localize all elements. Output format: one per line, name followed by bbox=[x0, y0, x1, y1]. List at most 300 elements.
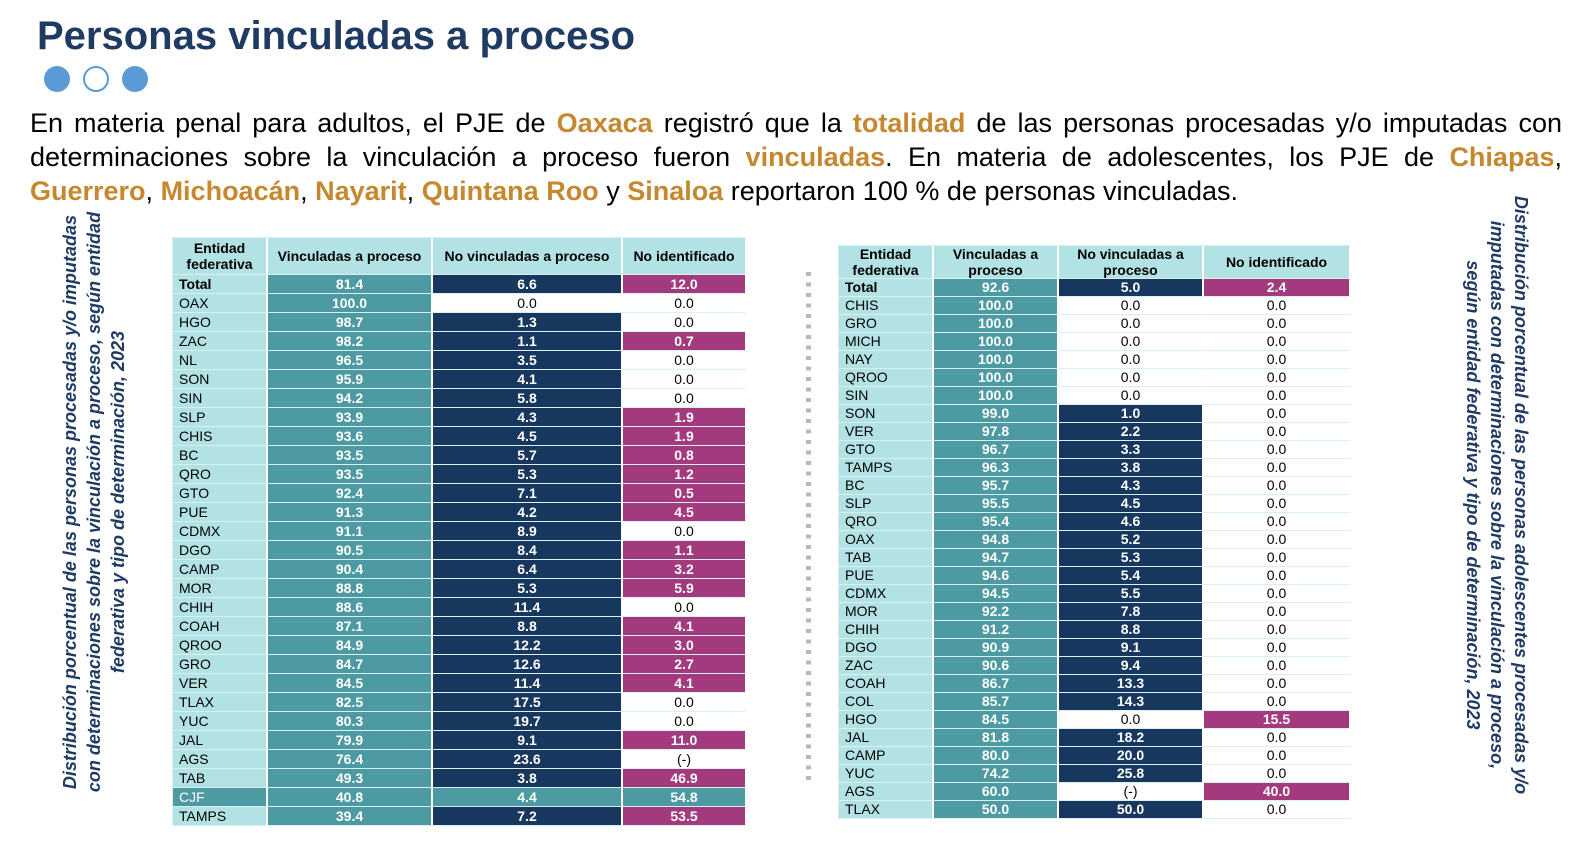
value-cell: 2.2 bbox=[1059, 423, 1204, 441]
value-cell: 0.0 bbox=[1204, 801, 1351, 819]
column-header: No identificado bbox=[623, 238, 747, 275]
table-row bbox=[839, 333, 1351, 351]
value-cell: 2.4 bbox=[1204, 279, 1351, 297]
highlighted-term: Michoacán bbox=[160, 176, 301, 206]
table-row bbox=[173, 351, 747, 370]
dot-filled-icon bbox=[122, 66, 148, 92]
value-cell: 5.0 bbox=[1059, 279, 1204, 297]
table-row bbox=[839, 477, 1351, 495]
table-row bbox=[173, 636, 747, 655]
value-cell: 0.0 bbox=[1204, 765, 1351, 783]
value-cell: 95.5 bbox=[934, 495, 1059, 513]
entity-cell: QRO bbox=[839, 513, 934, 531]
table-row bbox=[173, 712, 747, 731]
value-cell: 0.0 bbox=[1204, 477, 1351, 495]
entity-cell: Total bbox=[839, 279, 934, 297]
value-cell: 5.3 bbox=[1059, 549, 1204, 567]
value-cell: 54.8 bbox=[623, 788, 747, 807]
table-row bbox=[173, 579, 747, 598]
entity-cell: DGO bbox=[839, 639, 934, 657]
table-row bbox=[173, 275, 747, 294]
entity-cell: CHIS bbox=[839, 297, 934, 315]
entity-cell: OAX bbox=[839, 531, 934, 549]
table-row bbox=[173, 731, 747, 750]
table-row bbox=[173, 389, 747, 408]
value-cell: 87.1 bbox=[268, 617, 433, 636]
value-cell: 0.0 bbox=[1204, 639, 1351, 657]
value-cell: 0.0 bbox=[623, 389, 747, 408]
highlighted-term: Nayarit bbox=[315, 176, 407, 206]
intro-text: de las personas procesadas y/o imputadas con determinaciones sobre la vinculación a proceso fueron bbox=[30, 108, 1562, 172]
value-cell: 86.7 bbox=[934, 675, 1059, 693]
table-row bbox=[839, 297, 1351, 315]
value-cell: 0.0 bbox=[623, 598, 747, 617]
table-row bbox=[173, 522, 747, 541]
value-cell: 3.0 bbox=[623, 636, 747, 655]
table-row bbox=[173, 693, 747, 712]
table-row bbox=[839, 567, 1351, 585]
value-cell: 4.2 bbox=[433, 503, 623, 522]
entity-cell: OAX bbox=[173, 294, 268, 313]
value-cell: 88.6 bbox=[268, 598, 433, 617]
entity-cell: DGO bbox=[173, 541, 268, 560]
value-cell: 7.1 bbox=[433, 484, 623, 503]
header-row bbox=[839, 246, 1351, 279]
value-cell: 1.1 bbox=[623, 541, 747, 560]
value-cell: 96.5 bbox=[268, 351, 433, 370]
highlighted-term: Guerrero bbox=[30, 176, 146, 206]
intro-text: , bbox=[300, 176, 316, 206]
value-cell: 8.8 bbox=[1059, 621, 1204, 639]
value-cell: 12.0 bbox=[623, 275, 747, 294]
value-cell: 0.0 bbox=[1059, 387, 1204, 405]
entity-cell: CJF bbox=[173, 788, 268, 807]
value-cell: 88.8 bbox=[268, 579, 433, 598]
table-row bbox=[173, 674, 747, 693]
table-row bbox=[173, 427, 747, 446]
value-cell: 4.4 bbox=[433, 788, 623, 807]
value-cell: 50.0 bbox=[1059, 801, 1204, 819]
table-row bbox=[839, 747, 1351, 765]
adults-table-body bbox=[173, 275, 747, 826]
value-cell: 0.0 bbox=[1204, 315, 1351, 333]
table-row bbox=[839, 387, 1351, 405]
adults-table bbox=[172, 237, 747, 826]
value-cell: 7.8 bbox=[1059, 603, 1204, 621]
entity-cell: HGO bbox=[173, 313, 268, 332]
value-cell: 0.0 bbox=[1204, 405, 1351, 423]
value-cell: 0.0 bbox=[1204, 441, 1351, 459]
value-cell: 76.4 bbox=[268, 750, 433, 769]
value-cell: 11.0 bbox=[623, 731, 747, 750]
value-cell: 0.7 bbox=[623, 332, 747, 351]
value-cell: 8.8 bbox=[433, 617, 623, 636]
value-cell: 19.7 bbox=[433, 712, 623, 731]
value-cell: 94.8 bbox=[934, 531, 1059, 549]
dot-outline-icon bbox=[83, 66, 109, 92]
entity-cell: SON bbox=[839, 405, 934, 423]
entity-cell: JAL bbox=[173, 731, 268, 750]
value-cell: 49.3 bbox=[268, 769, 433, 788]
value-cell: 0.0 bbox=[1204, 423, 1351, 441]
value-cell: 50.0 bbox=[934, 801, 1059, 819]
value-cell: 14.3 bbox=[1059, 693, 1204, 711]
value-cell: 95.7 bbox=[934, 477, 1059, 495]
table-row bbox=[173, 560, 747, 579]
value-cell: 1.2 bbox=[623, 465, 747, 484]
entity-cell: CDMX bbox=[839, 585, 934, 603]
value-cell: 0.0 bbox=[1204, 297, 1351, 315]
value-cell: 4.1 bbox=[433, 370, 623, 389]
entity-cell: ZAC bbox=[173, 332, 268, 351]
entity-cell: NAY bbox=[839, 351, 934, 369]
table-row bbox=[173, 617, 747, 636]
table-row bbox=[839, 639, 1351, 657]
value-cell: 0.0 bbox=[623, 693, 747, 712]
table-row bbox=[839, 549, 1351, 567]
entity-cell: JAL bbox=[839, 729, 934, 747]
table-row bbox=[839, 693, 1351, 711]
value-cell: 60.0 bbox=[934, 783, 1059, 801]
value-cell: 13.3 bbox=[1059, 675, 1204, 693]
value-cell: 90.4 bbox=[268, 560, 433, 579]
adults-table-header bbox=[173, 238, 747, 275]
value-cell: 90.9 bbox=[934, 639, 1059, 657]
value-cell: 3.8 bbox=[1059, 459, 1204, 477]
entity-cell: VER bbox=[173, 674, 268, 693]
value-cell: 0.0 bbox=[1059, 315, 1204, 333]
entity-cell: MICH bbox=[839, 333, 934, 351]
table-row bbox=[839, 513, 1351, 531]
value-cell: 7.2 bbox=[433, 807, 623, 826]
value-cell: 0.0 bbox=[1204, 747, 1351, 765]
value-cell: 0.0 bbox=[623, 313, 747, 332]
value-cell: 1.3 bbox=[433, 313, 623, 332]
entity-cell: CHIH bbox=[173, 598, 268, 617]
entity-cell: BC bbox=[839, 477, 934, 495]
table-row bbox=[839, 315, 1351, 333]
dot-filled-icon bbox=[44, 66, 70, 92]
table-row bbox=[173, 446, 747, 465]
value-cell: 12.6 bbox=[433, 655, 623, 674]
value-cell: 5.5 bbox=[1059, 585, 1204, 603]
value-cell: 4.3 bbox=[1059, 477, 1204, 495]
table-row bbox=[839, 441, 1351, 459]
value-cell: 92.4 bbox=[268, 484, 433, 503]
entity-cell: NL bbox=[173, 351, 268, 370]
value-cell: 1.1 bbox=[433, 332, 623, 351]
value-cell: 0.0 bbox=[623, 294, 747, 313]
value-cell: 85.7 bbox=[934, 693, 1059, 711]
entity-cell: CHIH bbox=[839, 621, 934, 639]
value-cell: 0.0 bbox=[1204, 513, 1351, 531]
intro-text: , bbox=[1554, 142, 1562, 172]
adults-table-side-title: Distribución porcentual de las personas procesadas y/o imputadas con determinaciones sobre la vinculación a proceso, según entidad federativa y tipo de determinación, 2023 bbox=[60, 211, 128, 793]
value-cell: 93.6 bbox=[268, 427, 433, 446]
value-cell: 39.4 bbox=[268, 807, 433, 826]
value-cell: 81.8 bbox=[934, 729, 1059, 747]
table-row bbox=[173, 769, 747, 788]
table-row bbox=[173, 370, 747, 389]
value-cell: 81.4 bbox=[268, 275, 433, 294]
entity-cell: ZAC bbox=[839, 657, 934, 675]
value-cell: 95.4 bbox=[934, 513, 1059, 531]
entity-cell: QRO bbox=[173, 465, 268, 484]
intro-text: reportaron 100 % de personas vinculadas. bbox=[723, 176, 1239, 206]
highlighted-term: Chiapas bbox=[1449, 142, 1555, 172]
value-cell: 84.5 bbox=[268, 674, 433, 693]
entity-cell: GRO bbox=[839, 315, 934, 333]
page-title: Personas vinculadas a proceso bbox=[37, 14, 636, 58]
entity-cell: GTO bbox=[173, 484, 268, 503]
table-row bbox=[839, 423, 1351, 441]
value-cell: 84.9 bbox=[268, 636, 433, 655]
value-cell: 46.9 bbox=[623, 769, 747, 788]
value-cell: 6.6 bbox=[433, 275, 623, 294]
value-cell: 9.1 bbox=[1059, 639, 1204, 657]
value-cell: 4.6 bbox=[1059, 513, 1204, 531]
value-cell: 4.1 bbox=[623, 617, 747, 636]
table-row bbox=[173, 294, 747, 313]
value-cell: 0.0 bbox=[1204, 693, 1351, 711]
column-header: Entidad federativa bbox=[173, 238, 268, 275]
intro-text: En materia penal para adultos, el PJE de bbox=[30, 108, 557, 138]
entity-cell: SON bbox=[173, 370, 268, 389]
value-cell: 84.7 bbox=[268, 655, 433, 674]
value-cell: 0.0 bbox=[1204, 585, 1351, 603]
entity-cell: CHIS bbox=[173, 427, 268, 446]
value-cell: 40.0 bbox=[1204, 783, 1351, 801]
value-cell: 0.0 bbox=[1204, 657, 1351, 675]
table-row bbox=[839, 765, 1351, 783]
value-cell: 93.5 bbox=[268, 446, 433, 465]
table-row bbox=[839, 621, 1351, 639]
value-cell: 92.2 bbox=[934, 603, 1059, 621]
entity-cell: TLAX bbox=[839, 801, 934, 819]
value-cell: 1.0 bbox=[1059, 405, 1204, 423]
value-cell: 9.4 bbox=[1059, 657, 1204, 675]
entity-cell: TAMPS bbox=[173, 807, 268, 826]
value-cell: 18.2 bbox=[1059, 729, 1204, 747]
value-cell: 92.6 bbox=[934, 279, 1059, 297]
adolescents-table-body bbox=[839, 279, 1351, 819]
value-cell: 90.6 bbox=[934, 657, 1059, 675]
entity-cell: CAMP bbox=[173, 560, 268, 579]
table-row bbox=[173, 598, 747, 617]
value-cell: (-) bbox=[1059, 783, 1204, 801]
table-row bbox=[173, 655, 747, 674]
table-row bbox=[839, 495, 1351, 513]
value-cell: 0.5 bbox=[623, 484, 747, 503]
value-cell: 2.7 bbox=[623, 655, 747, 674]
value-cell: 53.5 bbox=[623, 807, 747, 826]
entity-cell: VER bbox=[839, 423, 934, 441]
value-cell: 97.8 bbox=[934, 423, 1059, 441]
intro-text: . En materia de adolescentes, los PJE de bbox=[885, 142, 1450, 172]
value-cell: 0.0 bbox=[1204, 495, 1351, 513]
value-cell: 84.5 bbox=[934, 711, 1059, 729]
entity-cell: COAH bbox=[173, 617, 268, 636]
value-cell: 0.0 bbox=[1059, 711, 1204, 729]
entity-cell: SLP bbox=[839, 495, 934, 513]
entity-cell: PUE bbox=[173, 503, 268, 522]
dotted-divider-line bbox=[806, 272, 811, 780]
value-cell: 5.4 bbox=[1059, 567, 1204, 585]
entity-cell: SLP bbox=[173, 408, 268, 427]
adolescents-table-header bbox=[839, 246, 1351, 279]
table-row bbox=[173, 807, 747, 826]
value-cell: 100.0 bbox=[934, 333, 1059, 351]
entity-cell: CAMP bbox=[839, 747, 934, 765]
value-cell: 0.0 bbox=[1204, 459, 1351, 477]
value-cell: 0.0 bbox=[623, 522, 747, 541]
value-cell: 94.7 bbox=[934, 549, 1059, 567]
value-cell: 80.0 bbox=[934, 747, 1059, 765]
table-row bbox=[839, 603, 1351, 621]
value-cell: 93.9 bbox=[268, 408, 433, 427]
column-header: Vinculadas a proceso bbox=[268, 238, 433, 275]
value-cell: 94.5 bbox=[934, 585, 1059, 603]
value-cell: 100.0 bbox=[268, 294, 433, 313]
entity-cell: GRO bbox=[173, 655, 268, 674]
entity-cell: TAB bbox=[173, 769, 268, 788]
value-cell: 82.5 bbox=[268, 693, 433, 712]
column-header: Vinculadas a proceso bbox=[934, 246, 1059, 279]
column-header: No identificado bbox=[1204, 246, 1351, 279]
slide-progress-dots bbox=[44, 66, 148, 92]
value-cell: 20.0 bbox=[1059, 747, 1204, 765]
entity-cell: BC bbox=[173, 446, 268, 465]
value-cell: 1.9 bbox=[623, 408, 747, 427]
value-cell: 0.0 bbox=[623, 370, 747, 389]
entity-cell: YUC bbox=[173, 712, 268, 731]
table-row bbox=[173, 313, 747, 332]
value-cell: 0.0 bbox=[1204, 531, 1351, 549]
value-cell: 4.3 bbox=[433, 408, 623, 427]
value-cell: 0.0 bbox=[1204, 387, 1351, 405]
table-row bbox=[173, 788, 747, 807]
value-cell: 80.3 bbox=[268, 712, 433, 731]
value-cell: 99.0 bbox=[934, 405, 1059, 423]
value-cell: 0.0 bbox=[1204, 351, 1351, 369]
value-cell: 17.5 bbox=[433, 693, 623, 712]
value-cell: 15.5 bbox=[1204, 711, 1351, 729]
value-cell: 100.0 bbox=[934, 315, 1059, 333]
table-row bbox=[839, 459, 1351, 477]
table-row bbox=[839, 279, 1351, 297]
entity-cell: AGS bbox=[173, 750, 268, 769]
entity-cell: AGS bbox=[839, 783, 934, 801]
value-cell: 25.8 bbox=[1059, 765, 1204, 783]
adolescents-table bbox=[838, 245, 1351, 819]
table-row bbox=[173, 465, 747, 484]
value-cell: 94.6 bbox=[934, 567, 1059, 585]
adolescents-table-side-title: Distribución porcentual de las personas adolescentes procesadas y/o imputadas con determinaciones sobre la vinculación a proceso, según entidad federativa y tipo de determinación, 2023 bbox=[1463, 195, 1531, 795]
value-cell: 0.0 bbox=[1059, 369, 1204, 387]
intro-text: , bbox=[145, 176, 161, 206]
entity-cell: HGO bbox=[839, 711, 934, 729]
value-cell: 4.5 bbox=[623, 503, 747, 522]
table-row bbox=[173, 332, 747, 351]
value-cell: 5.3 bbox=[433, 579, 623, 598]
table-row bbox=[839, 369, 1351, 387]
table-row bbox=[839, 657, 1351, 675]
value-cell: 0.0 bbox=[1204, 333, 1351, 351]
entity-cell: MOR bbox=[839, 603, 934, 621]
table-row bbox=[839, 711, 1351, 729]
column-header: No vinculadas a proceso bbox=[433, 238, 623, 275]
value-cell: 100.0 bbox=[934, 369, 1059, 387]
entity-cell: CDMX bbox=[173, 522, 268, 541]
table-row bbox=[173, 541, 747, 560]
value-cell: 0.0 bbox=[623, 712, 747, 731]
entity-cell: TLAX bbox=[173, 693, 268, 712]
entity-cell: QROO bbox=[173, 636, 268, 655]
entity-cell: SIN bbox=[839, 387, 934, 405]
value-cell: 0.0 bbox=[1204, 621, 1351, 639]
value-cell: 9.1 bbox=[433, 731, 623, 750]
value-cell: 4.1 bbox=[623, 674, 747, 693]
table-row bbox=[839, 729, 1351, 747]
entity-cell: TAB bbox=[839, 549, 934, 567]
entity-cell: QROO bbox=[839, 369, 934, 387]
table-row bbox=[173, 750, 747, 769]
highlighted-term: vinculadas bbox=[745, 142, 886, 172]
value-cell: 0.0 bbox=[1204, 549, 1351, 567]
value-cell: 3.8 bbox=[433, 769, 623, 788]
table-row bbox=[173, 408, 747, 427]
value-cell: 0.0 bbox=[623, 351, 747, 370]
value-cell: 8.4 bbox=[433, 541, 623, 560]
value-cell: 5.3 bbox=[433, 465, 623, 484]
value-cell: 100.0 bbox=[934, 297, 1059, 315]
value-cell: 93.5 bbox=[268, 465, 433, 484]
value-cell: 5.2 bbox=[1059, 531, 1204, 549]
value-cell: 5.7 bbox=[433, 446, 623, 465]
value-cell: 91.3 bbox=[268, 503, 433, 522]
value-cell: 98.2 bbox=[268, 332, 433, 351]
value-cell: 3.5 bbox=[433, 351, 623, 370]
value-cell: 40.8 bbox=[268, 788, 433, 807]
value-cell: 23.6 bbox=[433, 750, 623, 769]
value-cell: 11.4 bbox=[433, 598, 623, 617]
table-row bbox=[839, 801, 1351, 819]
value-cell: 91.2 bbox=[934, 621, 1059, 639]
value-cell: 94.2 bbox=[268, 389, 433, 408]
entity-cell: TAMPS bbox=[839, 459, 934, 477]
value-cell: 0.0 bbox=[1204, 369, 1351, 387]
value-cell: 1.9 bbox=[623, 427, 747, 446]
value-cell: 12.2 bbox=[433, 636, 623, 655]
table-row bbox=[173, 503, 747, 522]
value-cell: 0.8 bbox=[623, 446, 747, 465]
intro-text: , bbox=[406, 176, 422, 206]
value-cell: (-) bbox=[623, 750, 747, 769]
value-cell: 0.0 bbox=[1204, 675, 1351, 693]
value-cell: 6.4 bbox=[433, 560, 623, 579]
entity-cell: Total bbox=[173, 275, 268, 294]
highlighted-term: Oaxaca bbox=[556, 108, 653, 138]
value-cell: 95.9 bbox=[268, 370, 433, 389]
table-row bbox=[839, 783, 1351, 801]
table-row bbox=[839, 585, 1351, 603]
value-cell: 96.7 bbox=[934, 441, 1059, 459]
value-cell: 96.3 bbox=[934, 459, 1059, 477]
column-header: No vinculadas a proceso bbox=[1059, 246, 1204, 279]
table-row bbox=[173, 484, 747, 503]
value-cell: 0.0 bbox=[1059, 333, 1204, 351]
value-cell: 4.5 bbox=[1059, 495, 1204, 513]
